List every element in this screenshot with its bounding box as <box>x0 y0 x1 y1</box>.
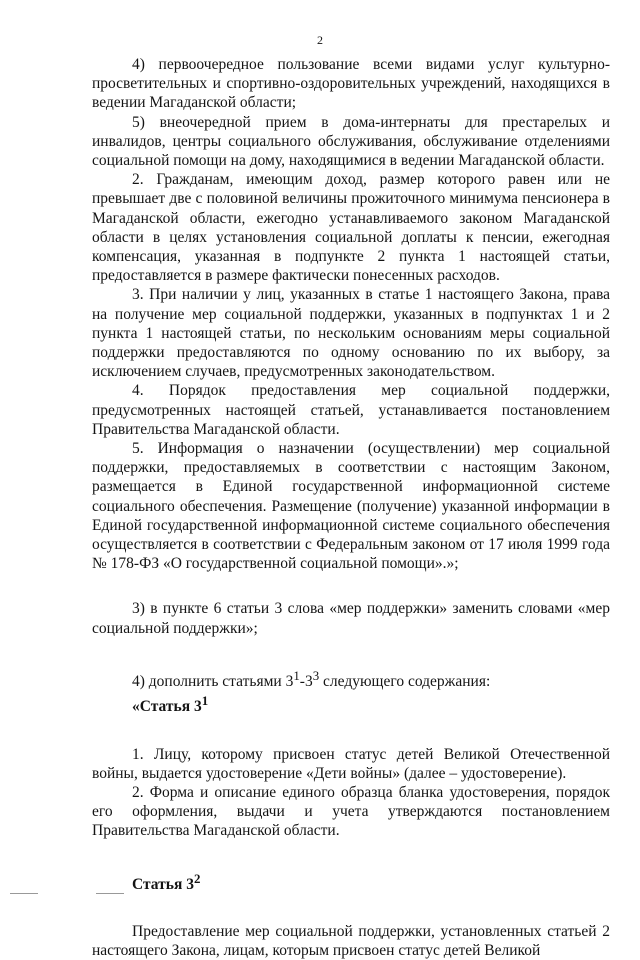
paragraph: 1. Лицу, которому присвоен статус детей Великой Отечественной войны, выдается удостоверение «Дети войны» (далее – удостоверение). <box>92 745 610 782</box>
paragraph: 5. Информация о назначении (осуществлении) мер социальной поддержки, предоставляемых в соответствии с настоящим Законом, размещается в Единой государственной информационной системе социального обеспечения. Размещение (получение) указанной информации в Единой государственной информационной системе социального обеспечения осуществляется в соответствии с Федеральным законом от 17 июля 1999 года № 178-ФЗ «О государственной социальной помощи».»; <box>92 440 610 573</box>
paragraph-spacer <box>92 894 610 922</box>
text-run: 4) дополнить статьями 3 <box>132 673 294 691</box>
superscript: 3 <box>312 667 320 683</box>
superscript: 1 <box>293 667 300 683</box>
paragraph-spacer <box>92 573 610 599</box>
paragraph-spacer <box>92 717 610 745</box>
heading-text: Статья 3 <box>132 875 194 893</box>
page-number: 2 <box>317 33 323 47</box>
paragraph: 3. При наличии у лиц, указанных в статье 1 настоящего Закона, права на получение мер социальной поддержки, указанных в подпунктах 1 и 2 пункта 1 настоящей статьи, по нескольким основаниям меры социальной поддержки предоставляются по одному основанию по их выбору, за исключением случаев, предусмотренных законодательством. <box>92 286 610 381</box>
paragraph: 2. Форма и описание единого образца бланка удостоверения, порядок его оформления, выдачи и учета утверждаются постановлением Правительства Магаданской области. <box>92 784 610 840</box>
paragraph: 3) в пункте 6 статьи 3 слова «мер поддержки» заменить словами «мер социальной поддержки»; <box>92 600 610 637</box>
text-run: -3 <box>299 673 313 691</box>
scan-artifact <box>96 893 124 894</box>
paragraph: Предоставление мер социальной поддержки, установленных статьей 2 настоящего Закона, лицам, которым присвоен статус детей Великой <box>92 922 610 960</box>
paragraph-add-articles <box>92 666 610 691</box>
heading-text: «Статья 3 <box>132 698 202 716</box>
superscript: 1 <box>201 693 209 709</box>
scan-artifact <box>10 893 38 894</box>
document-body <box>92 55 610 960</box>
paragraph: 4. Порядок предоставления мер социальной поддержки, предусмотренных настоящей статьей, устанавливается постановлением Правительства Магаданской области. <box>92 382 610 438</box>
paragraph-spacer <box>92 638 610 666</box>
superscript: 2 <box>193 870 201 886</box>
paragraph: 4) первоочередное пользование всеми видами услуг культурно-просветительных и спортивно-оздоровительных учреждений, находящихся в ведении Магаданской области; <box>92 56 610 112</box>
paragraph-spacer <box>92 841 610 869</box>
article-heading-3-1 <box>92 691 610 716</box>
paragraph: 5) внеочередной прием в дома-интернаты для престарелых и инвалидов, центры социального обслуживания, обслуживание отделениями социальной помощи на дому, находящимися в ведении Магаданской области. <box>92 113 610 170</box>
text-run: следующего содержания: <box>319 673 491 691</box>
article-heading-3-2 <box>92 869 610 894</box>
paragraph: 2. Гражданам, имеющим доход, размер которого равен или не превышает две с половиной величины прожиточного минимума пенсионера в Магаданской области, ежегодно устанавливаемого законом Магаданской области в целях установления социальной доплаты к пенсии, ежегодная компенсация, указанная в подпункте 2 пункта 1 настоящей статьи, предоставляется в размере фактически понесенных расходов. <box>92 171 610 285</box>
